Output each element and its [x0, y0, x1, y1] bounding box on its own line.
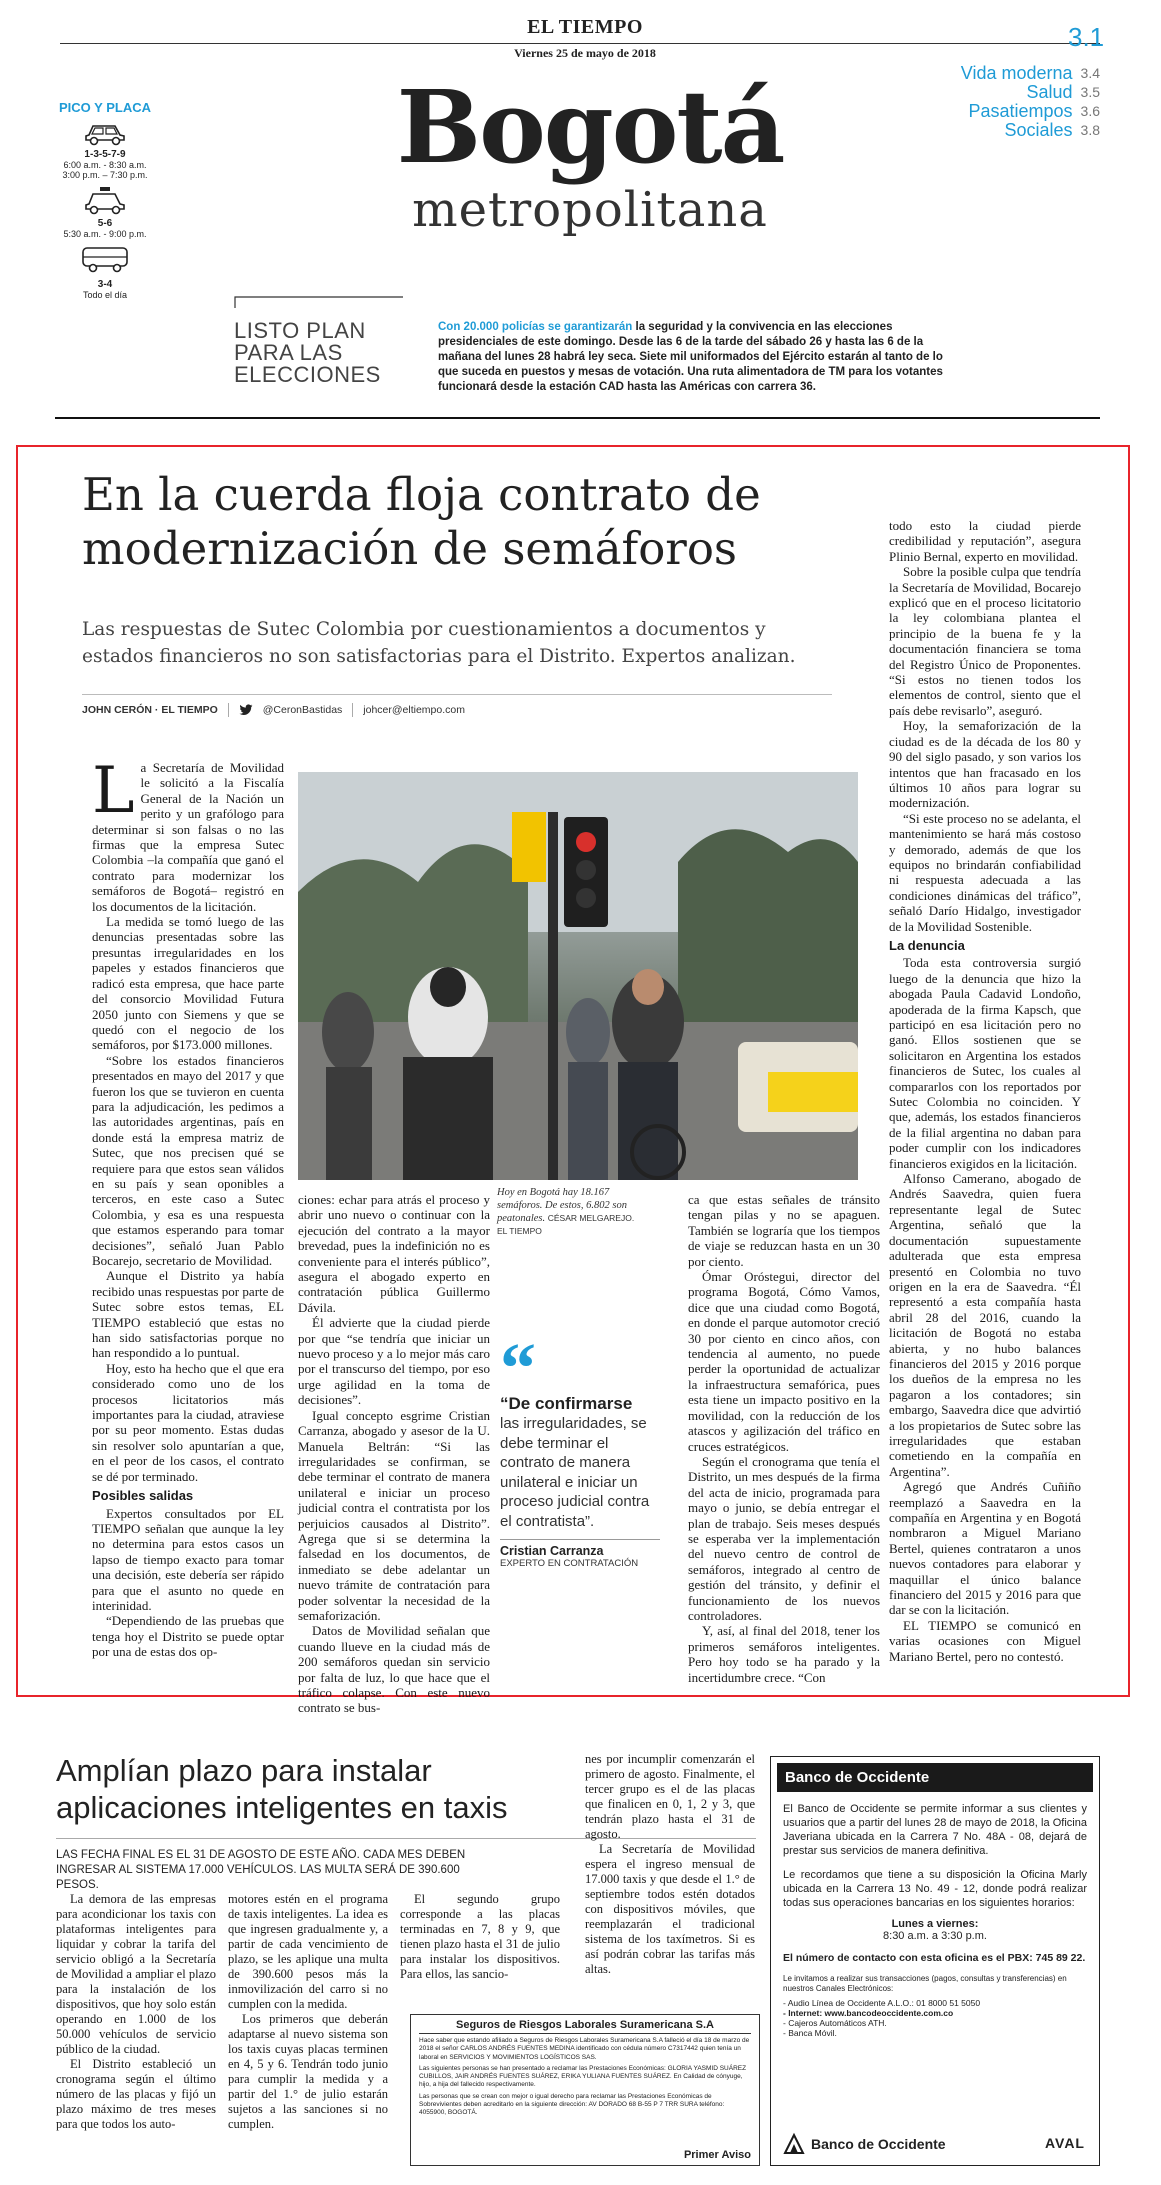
- byline-twitter[interactable]: @CeronBastidas: [262, 704, 343, 716]
- page-title: Bogotá: [396, 68, 784, 186]
- paragraph: La Secretaría de Movilidad espera el ingreso mensual de 17.000 taxis y que desde el 1.° de septiembre todos estén dotados con dispositivos móviles, que reemplazarán el tradicional sistema de los taxímetros. Si es así podrán cobrar las tarifas más altas.: [585, 1842, 755, 1976]
- paragraph: “Dependiendo de las pruebas que tenga hoy el Distrito se puede optar por una de estas dos op-: [92, 1613, 284, 1660]
- section-label: Salud: [1026, 82, 1073, 102]
- elections-lead: Con 20.000 policías se garantizarán: [438, 321, 633, 333]
- taxi-headline: Amplían plazo para instalar aplicaciones inteligentes en taxis: [56, 1753, 508, 1825]
- ad-sura-line1: Hace saber que estando afiliado a Seguros de Riesgos Laborales Suramericana S.A falleció el día 18 de marzo de 2018 el señor CARLOS ANDRÉS FUENTES MEDINA identificado con cédula número C7317442 quien tenía un laboral en SERVICIOS Y MOVIMIENTOS LOGÍSTICOS SAS.: [419, 2037, 750, 2061]
- paragraph: “Sobre los estados financieros presentados en mayo del 2017 y que fueron los que se tuvieron en cuenta para la adjudicación, les pedimos a las autoridades argentinas, país en donde está la empresa matriz de Sutec, que nos precisen qué se requiere para que estos sean válidos en su país y sean oponibles a terceros, en este caso a Sutec Colombia, y esa es una respuesta que estamos esperando para tomar decisiones”, señaló Juan Pablo Bocarejo, secretario de Movilidad.: [92, 1052, 284, 1268]
- ad-occ-p2: Le recordamos que tiene a su disposición la Oficina Marly ubicada en la Carrera 13 No. 49 - 12, donde podrá realizar todas sus operaciones bancarias en los siguientes horarios:: [783, 1869, 1087, 1909]
- ad-occ-channel: - Banca Móvil.: [783, 2028, 837, 2038]
- taxi-col-4: [585, 1752, 755, 1992]
- quote-lead: “De confirmarse: [500, 1394, 633, 1413]
- paragraph: El segundo grupo corresponde a las placas terminadas en 7, 8 y 9, que tienen plazo hasta el 31 de julio para instalar los dispositivos. Para ellos, las sancio-: [400, 1892, 560, 1981]
- paragraph: El Distrito estableció un cronograma según el último número de las placas y fijó un plazo máximo de tres meses para que todos los auto-: [56, 2057, 216, 2131]
- paragraph: “Si este proceso no se adelanta, el mantenimiento se hará más costoso y demorado, además de que los equipos no brindarán confiabilidad ni respuesta adecuada a las condiciones dinámicas del tráfico”, señaló Darío Hidalgo, investigador de la Movilidad Sostenible.: [889, 810, 1081, 934]
- paragraph: Ómar Oróstegui, director del programa Bogotá, Cómo Vamos, dice que una ciudad como Bogotá, en donde el parque automotor creció 30 por ciento en cinco años, con tendencia al aumento, no puede perder la oportunidad de actualizar la infraestructura semafórica, pues esta tiene un impacto positivo en la movilidad, con la reducción de los atascos y agilización del tráfico en cruces estratégicos.: [688, 1269, 880, 1454]
- paragraph: Agregó que Andrés Cuñiño reemplazó a Saavedra en la compañía en Argentina y en Bogotá nombraron a Miguel Mariano Bertel, quienes contrataron a unos nuevos contadores para elaborar y maquillar el único balance financiero del 2015 y 2016 para que dar se con la licitación.: [889, 1479, 1081, 1618]
- hours-bus: Todo el día: [82, 290, 128, 300]
- date: Viernes 25 de mayo de 2018: [514, 46, 656, 60]
- section-link-vida[interactable]: [900, 64, 1100, 83]
- top-rule: [60, 43, 1100, 44]
- byline-email[interactable]: johcer@eltiempo.com: [363, 704, 465, 716]
- byline: [82, 703, 832, 717]
- paragraph: Según el cronograma que tenía el Distrito, un mes después de la firma del acta de inicio, programada para mayo o junio, se debía entregar el plan de trabajo. Seis meses después se esperaba ver la implementación del nuevo centro de control de semáforos, integrado al centro de gestión del tránsito, y definir el funcionamiento de los nuevos controladores.: [688, 1453, 880, 1623]
- ad-occ-hours: 8:30 a.m. a 3:30 p.m.: [883, 1930, 987, 1942]
- paragraph: Hoy, esto ha hecho que el que era considerado como uno de los procesos licitatorios más importantes para la ciudad, atraviese por su peor momento. Estas dudas sin resolver solo apuntarían a que, en el peor de los casos, el contrato se dé por terminado.: [92, 1360, 284, 1484]
- section-page: 3.5: [1080, 84, 1100, 100]
- main-col-4: [889, 518, 1081, 1664]
- hours-car: 6:00 a.m. - 8:30 a.m. 3:00 p.m. – 7:30 p.m.: [62, 160, 148, 180]
- paragraph: Hoy, la semaforización de la ciudad es de la década de los 80 y 90 del siglo pasado, y son varios los intentos que han fracasado en los últimos 10 años para lograr su modernización.: [889, 718, 1081, 811]
- elections-body: la seguridad y la convivencia en las elecciones presidenciales de este domingo. Desde las 6 de la tarde del sábado 26 y hasta las 6 de la mañana del lunes 28 habrá ley seca. Siete mil uniformados del Ejército estarán al tanto de lo que suceda en puestos y mesas de votación. Una ruta alimentadora de TM para los votantes funcionará desde la estación CAD hasta las Américas con carrera 36.: [438, 321, 943, 393]
- ad-suramericana: [410, 2014, 760, 2166]
- paragraph: Él advierte que la ciudad pierde por que “se tendría que iniciar un nuevo proceso y a lo mejor más caro por el transcurso del tiempo, por eso urge agilidad en la toma de decisiones”.: [298, 1315, 490, 1408]
- taxi-dek: LAS FECHA FINAL ES EL 31 DE AGOSTO DE ESTE AÑO. CADA MES DEBEN INGRESAR AL SISTEMA 17.000 VEHÍCULOS. LAS MULTA SERÁ DE 390.600 PESOS.: [56, 1849, 466, 1891]
- ad-occ-channel: - Audio Línea de Occidente A.L.O.: 01 8000 51 5050: [783, 1998, 981, 2008]
- taxi-icon: [83, 186, 127, 214]
- pico-placa-car: [50, 119, 160, 180]
- main-dek: Las respuestas de Sutec Colombia por cuestionamientos a documentos y estados financieros no son satisfactorias para el Distrito. Expertos analizan.: [82, 619, 796, 667]
- paragraph: Igual concepto esgrime Cristian Carranza, abogado y asesor de la U. Manuela Beltrán: “Si las irregularidades se confirman, se debe terminar el contrato de manera unilateral e iniciar un proceso judicial contra el contratista por los perjuicios causados al Distrito”. Agrega que si se determina la falsedad en los documentos, de inmediato se debe adelantar un nuevo trámite de contratación para poder solventar la necesidad de la semaforización.: [298, 1407, 490, 1623]
- page-subtitle: metropolitana: [412, 182, 768, 238]
- ad-sura-line2: Las siguientes personas se han presentado a reclamar las Prestaciones Económicas: GLORIA YASMID SUÁREZ CUBILLOS, JAIR ANDRÉS FUENTES SUÁREZ, ERIKA YULIANA FUENTES SUÁREZ. En Calidad de cónyuge, hijo, a hija del fallecido respectivamente.: [419, 2064, 747, 2089]
- paragraph: Sobre la posible culpa que tendría la Secretaría de Movilidad, Bocarejo explicó que en el proceso licitatorio la ley colombiana plantea el principio de la buena fe y la documentación financiera se toma del Registro Único de Proponentes. “Si estos no tienen todos los elementos de control, siento que el país debe revisarlo”, aseguró.: [889, 564, 1081, 718]
- section-index: [900, 64, 1100, 140]
- ad-sura-line3: Las personas que se crean con mejor o igual derecho para reclamar las Prestaciones Económicas de Sobrevivientes deben acreditarlo en la siguiente dirección: AV DORADO 68 B-55 P 7 TRR SURA teléfono: 4055900, BOGOTÁ.: [419, 2092, 725, 2117]
- paragraph: ca que estas señales de tránsito tengan pilas y no se apaguen. También se lograría que los tiempos de viaje se reduzcan hasta en un 30 por ciento.: [688, 1192, 880, 1269]
- subhead: La denuncia: [889, 937, 965, 953]
- taxi-col-2: [228, 1892, 388, 2170]
- ad-sura-title: Seguros de Riesgos Laborales Suramericana S.A: [419, 2019, 751, 2034]
- caption-text: Hoy en Bogotá hay 18.167 semáforos. De estos, 6.802 son peatonales.: [497, 1187, 627, 1224]
- plates-car: 1-3-5-7-9: [84, 149, 126, 160]
- subhead: Posibles salidas: [92, 1488, 194, 1504]
- quote-mark-icon: “: [500, 1328, 536, 1408]
- paragraph: nes por incumplir comenzarán el primero de agosto. Finalmente, el tercer grupo es el de las placas que finalicen en 0, 1, 2 y 3, que tendrán plazo hasta el 31 de agosto.: [585, 1752, 755, 1841]
- caption-credit: CÉSAR MELGAREJO. EL TIEMPO: [497, 1213, 635, 1236]
- paragraph: a Secretaría de Movilidad le solicitó a la Fiscalía General de la Nación un perito y un grafólogo para determinar si son falsas o no las firmas que la empresa Sutec Colombia –la compañía que ganó el contrato para modernizar los semáforos de Bogotá– registró en los documentos de la licitación.: [92, 760, 284, 914]
- hours-taxi: 5:30 a.m. - 9:00 p.m.: [63, 229, 147, 239]
- ad-occ-channel: - Cajeros Automáticos ATH.: [783, 2018, 887, 2028]
- section-label: Sociales: [1004, 120, 1073, 140]
- section-label: Vida moderna: [960, 63, 1073, 83]
- ad-sura-notice: Primer Aviso: [683, 2149, 751, 2161]
- bank-logo-icon: [783, 2133, 805, 2155]
- paragraph: Datos de Movilidad señalan que cuando llueve en la ciudad más de 200 semáforos quedan sin servicio por falta de luz, lo que hace que el tráfico colapse. Con este nuevo contrato se bus-: [298, 1623, 490, 1716]
- brand: EL TIEMPO: [527, 16, 643, 38]
- plates-bus: 3-4: [97, 279, 113, 290]
- photo-caption: [497, 1186, 637, 1238]
- elections-bracket: [234, 296, 404, 310]
- section-link-pasatiempos[interactable]: [900, 102, 1100, 121]
- quote-role: EXPERTO EN CONTRATACIÓN: [500, 1558, 639, 1569]
- section-link-sociales[interactable]: [900, 121, 1100, 140]
- section-label: Pasatiempos: [968, 101, 1073, 121]
- section-page: 3.6: [1080, 103, 1100, 119]
- ad-occ-channels-intro: Le invitamos a realizar sus transacciones (pagos, consultas y transferencias) en nuestros Canales Electrónicos:: [783, 1974, 1067, 1993]
- aval-logo: AVAL: [1044, 2135, 1085, 2151]
- paragraph: todo esto la ciudad pierde credibilidad y reputación”, asegura Plinio Bernal, experto en movilidad.: [889, 518, 1081, 564]
- taxi-col-3: [400, 1892, 560, 1992]
- pico-placa-bus: [50, 245, 160, 300]
- paragraph: Alfonso Camerano, abogado de Andrés Saavedra, quien fuera representante legal de Sutec Argentina, señaló que la documentación supuestamente adulterada que esta empresa presentó en Colombia no tuvo origen en la era de Saavedra. “Él representó a esta compañía hasta abril 28 del 2016, cuando la licitación de Bogotá no estaba abierta, y no hubo balances financieros del 2015 y 2016 porque los dueños de la empresa no les pagaron a los contadores; sin embargo, Saavedra dice que advirtió a los propietarios de Sutec sobre las irregularidades que estaban cometiendo en la compañía en Argentina”.: [889, 1171, 1081, 1479]
- ad-occ-logo-text: Banco de Occidente: [811, 2136, 946, 2152]
- paragraph: Y, así, al final del 2018, tener los primeros semáforos inteligentes. Pero hoy todo se ha parado y la incertidumbre crece. “Con: [688, 1623, 880, 1685]
- ad-occ-channel[interactable]: - Internet: www.bancodeoccidente.com.co: [783, 2008, 954, 2018]
- main-col-3: [688, 1192, 880, 1685]
- quote-author: Cristian Carranza: [500, 1544, 604, 1558]
- paragraph: ciones: echar para atrás el proceso y abrir uno nuevo o continuar con la ejecución del contrato a la mayor brevedad, pues la indefinición no es conveniente para el interés público”, asegura el abogado experto en contratación pública Guillermo Dávila.: [298, 1192, 490, 1315]
- article-photo: [298, 772, 858, 1180]
- byline-rule: [82, 694, 832, 695]
- paragraph: EL TIEMPO se comunicó en varias ocasiones con Miguel Mariano Bertel, pero no contestó.: [889, 1617, 1081, 1664]
- paragraph: Expertos consultados por EL TIEMPO señalan que aunque la ley no determina para estos casos un lapso de tiempo exacto para tomar una decisión, este debería ser rápido para que el asunto no quede en interinidad.: [92, 1505, 284, 1613]
- pico-placa-title: PICO Y PLACA: [59, 100, 151, 115]
- ad-occ-hours-label: Lunes a viernes:: [891, 1918, 979, 1930]
- paragraph: La demora de las empresas para acondicionar los taxis con plataformas inteligentes para liquidar y cobrar la tarifa del servicio obligó a la Secretaría de Movilidad a ampliar el plazo para la instalación de los dispositivos, que hoy solo están operando en 1.000 de los 50.000 vehículos de servicio público de la ciudad.: [56, 1892, 216, 2056]
- ad-occ-p1: El Banco de Occidente se permite informar a sus clientes y usuarios que a partir del lunes 28 de mayo de 2018, la Oficina Javeriana ubicada en la Carrera 7 No. 48A - 08, dejará de prestar sus servicios de manera definitiva.: [783, 1803, 1087, 1857]
- pico-placa-panel: [50, 100, 160, 300]
- elections-heading: LISTO PLAN PARA LAS ELECCIONES: [234, 318, 381, 387]
- elections-text: [438, 320, 958, 395]
- section-page: 3.4: [1080, 65, 1100, 81]
- photo-illustration: [298, 772, 858, 1180]
- header-bottom-rule: [55, 417, 1100, 419]
- paragraph: La medida se tomó luego de las denuncias presentadas sobre las presuntas irregularidades en los papeles y estados financieros que radicó esta empresa, que hace parte del consorcio Movilidad Futura 2050 junto con Siemens y que se quedó con el negocio de los semáforos, por $173.000 millones.: [92, 914, 284, 1053]
- paragraph: Aunque el Distrito ya había recibido unas respuestas por parte de Sutec sobre estos temas, EL TIEMPO estableció que estas no han sido satisfactorias porque no han respondido a lo puntual.: [92, 1268, 284, 1361]
- main-headline: En la cuerda floja contrato de modernización de semáforos: [82, 468, 761, 575]
- car-icon: [83, 119, 127, 145]
- paragraph: Toda esta controversia surgió luego de la denuncia que hizo la abogada Paula Cadavid Londoño, apoderada de la firma Kapsch, que participó en esa licitación pero no ganó. Ellos sostienen que se solicitaron en Argentina los estados financieros de Sutec, los cuales al compararlos con los reportados por Sutec Colombia no coinciden. Y que, además, los estados financieros de la filial argentina no daban para poder cumplir con los indicadores financieros exigidos en la licitación.: [889, 955, 1081, 1171]
- quote-text: las irregularidades, se debe terminar el contrato de manera unilateral e iniciar un proceso judicial contra el contratista”.: [500, 1415, 650, 1530]
- bus-icon: [80, 245, 130, 275]
- dropcap: L: [92, 754, 135, 828]
- page-number: 3.1: [1068, 22, 1105, 52]
- main-col-1: [92, 754, 284, 1660]
- ad-occ-logo: [783, 2133, 946, 2155]
- byline-author: JOHN CERÓN · EL TIEMPO: [82, 704, 218, 716]
- ad-banco-occidente: [770, 1756, 1100, 2166]
- main-col-2: [298, 1192, 490, 1716]
- twitter-icon: [239, 704, 253, 716]
- paragraph: Los primeros que deberán adaptarse al nuevo sistema son los taxis cuyas placas terminen en 4, 5 y 6. Tendrán todo junio para cumplir la medida y a partir del 1.° de julio estarán sujetos a las sanciones si no cumplen.: [228, 2012, 388, 2131]
- section-link-salud[interactable]: [900, 83, 1100, 102]
- pico-placa-taxi: [50, 186, 160, 239]
- ad-occ-phone: El número de contacto con esta oficina es el PBX: 745 89 22.: [783, 1952, 1086, 1964]
- taxi-col-1: [56, 1892, 216, 2170]
- pull-quote: [500, 1328, 660, 1569]
- ad-occ-header: Banco de Occidente: [777, 1763, 1093, 1792]
- plates-taxi: 5-6: [97, 218, 113, 229]
- section-page: 3.8: [1080, 122, 1100, 138]
- paragraph: motores estén en el programa de taxis inteligentes. La idea es que ingresen gradualmente y, a partir de cada vencimiento de plazo, se les aplique una multa de 390.600 pesos más la inmovilización del carro si no cumplen con la medida.: [228, 1892, 388, 2011]
